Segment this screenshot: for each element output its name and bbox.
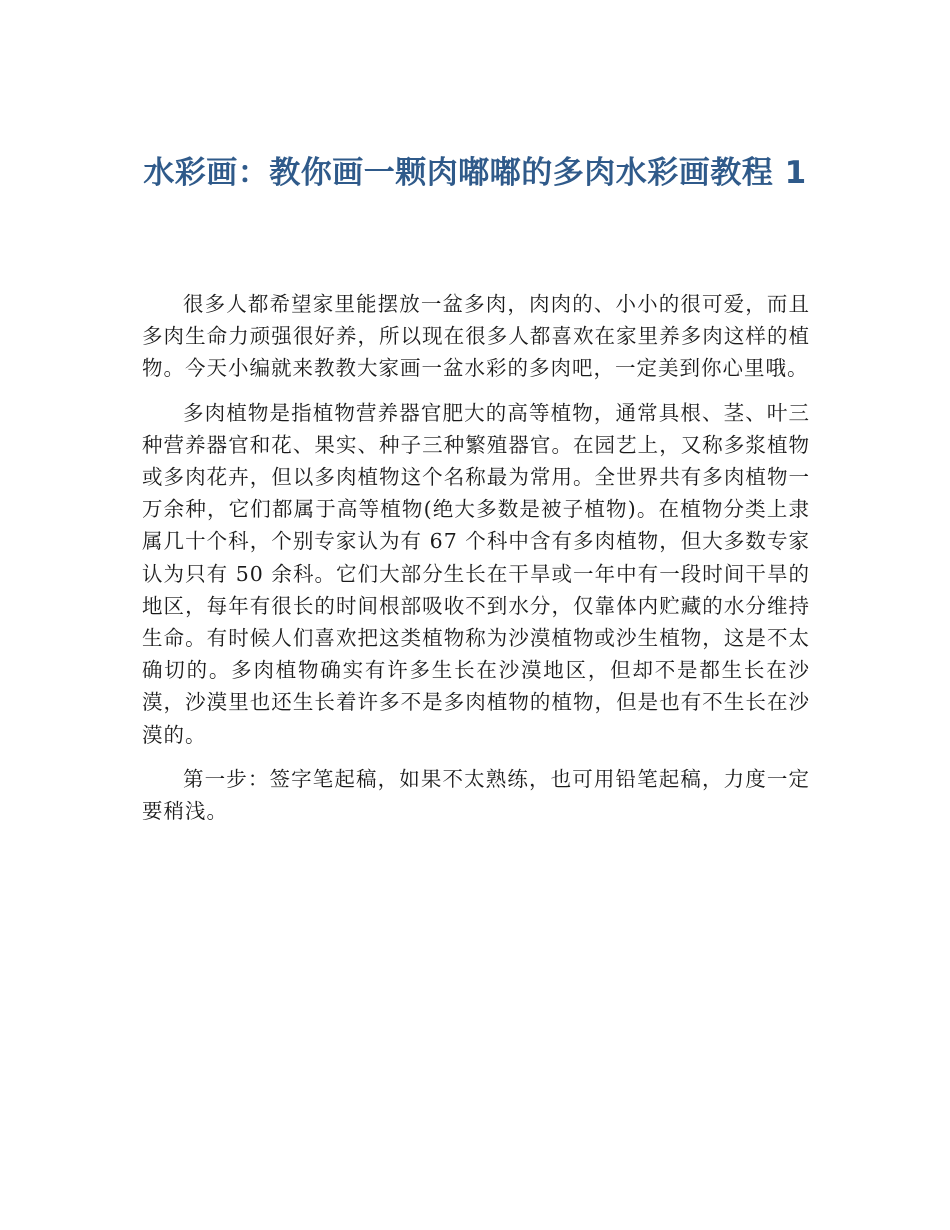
paragraph-step-one: 第一步：签字笔起稿，如果不太熟练，也可用铅笔起稿，力度一定要稍浅。 (142, 766, 810, 824)
document-body (142, 288, 810, 839)
paragraph-succulent-description: 多肉植物是指植物营养器官肥大的高等植物，通常具根、茎、叶三种营养器官和花、果实、种子三种繁殖器官。在园艺上，又称多浆植物或多肉花卉，但以多肉植物这个名称最为常用。全世界共有多肉植物一万余种，它们都属于高等植物(绝大多数是被子植物)。在植物分类上隶属几十个科，个别专家认为有 67 个科中含有多肉植物，但大多数专家认为只有 50 余科。它们大部分生长在干旱或一年中有一段时间干旱的地区，每年有很长的时间根部吸收不到水分，仅靠体内贮藏的水分维持生命。有时候人们喜欢把这类植物称为沙漠植物或沙生植物，这是不太确切的。多肉植物确实有许多生长在沙漠地区，但却不是都生长在沙漠，沙漠里也还生长着许多不是多肉植物的植物，但是也有不生长在沙漠的。 (142, 400, 810, 747)
paragraph-intro: 很多人都希望家里能摆放一盆多肉，肉肉的、小小的很可爱，而且多肉生命力顽强很好养，所以现在很多人都喜欢在家里养多肉这样的植物。今天小编就来教教大家画一盆水彩的多肉吧，一定美到你心里哦。 (142, 292, 810, 381)
document-title: 水彩画：教你画一颗肉嘟嘟的多肉水彩画教程 1 (143, 155, 807, 191)
